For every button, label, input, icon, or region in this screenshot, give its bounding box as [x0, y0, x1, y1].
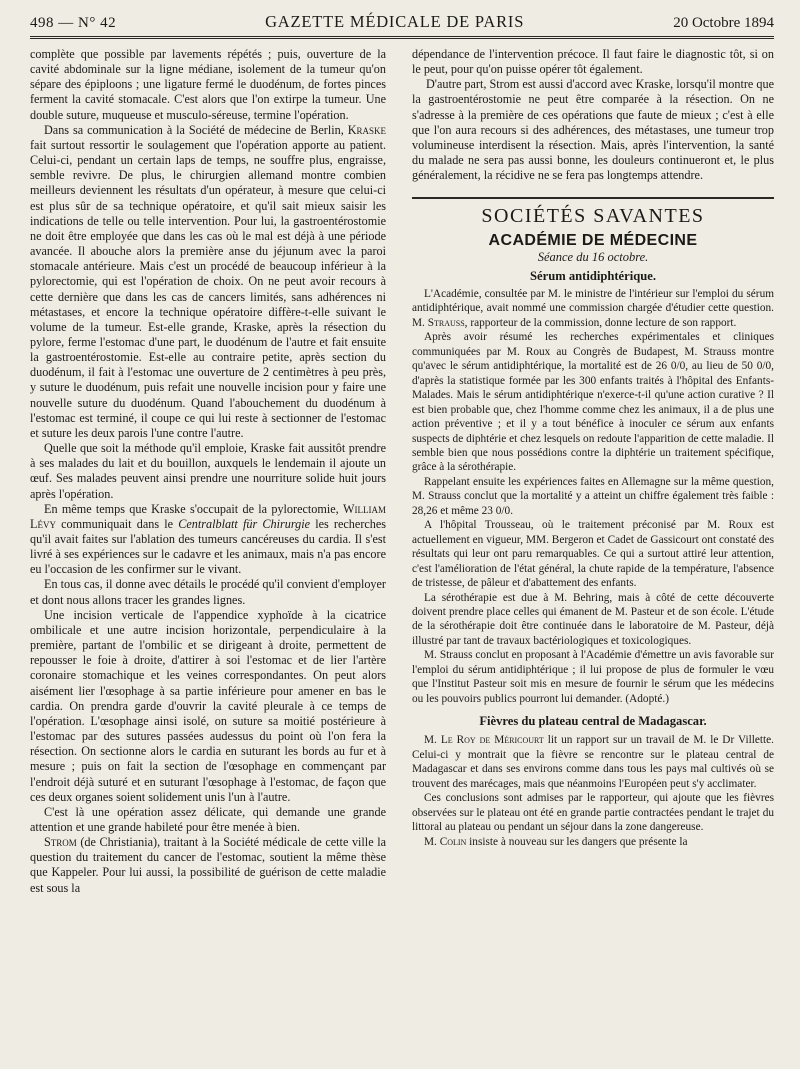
text-run: L'Académie, consultée par M. le ministre de l'intérieur sur l'emploi du sérum antidiphtérique, avait nommé une commission chargée d'étudier cette question. M.: [412, 288, 774, 329]
paragraph: [30, 502, 386, 578]
author-name: William Lévy: [30, 501, 386, 531]
paragraph: Après avoir résumé les recherches expérimentales et cliniques communiquées par M. Roux au Congrès de Budapest, M. Strauss montre qu'avec le sérum antidiphtérique, la mortalité est de 26 0/0, au lieu de 50 0/0, d'après la statistique formée par les 300 enfants traités à l'hôpital des Enfants-Malades. Mais le sérum antidiphtérique n'exerce-t-il qu'une action curative ? Il est bien probable que, chez l'homme comme chez les animaux, il a de plus une action préventive ; et il y a tout bénéfice à inoculer ce sérum aux enfants suspects de diphtérie et chez lesquels on redoute l'apparition de cette maladie. Il semble bien que nous possédions contre la diphtérie un traitement spécifique, grâce à la sérothérapie.: [412, 331, 774, 474]
paragraph: [30, 835, 386, 896]
paragraph: [412, 835, 774, 849]
author-name: Kraske: [347, 122, 386, 137]
paragraph: Une incision verticale de l'appendice xyphoïde à la cicatrice ombilicale et une autre incision horizontale, perpendiculaire à la première, partant de l'ombilic et se dirigeant à droite, permettent de repousser le foie à droite, d'attirer à soi l'estomac et de lier l'artère coronaire stomachique et les veines correspondantes. On peut alors aisément lier l'œsophage à sa partie inférieure pour amener en bas le cardia. On prendra garde d'ouvrir la cavité pleurale à ce temps de l'opération. L'œsophage ainsi isolé, on suture sa moitié postérieure à l'estomac par des sutures passées audessus du point où l'on fera la résection. On sectionne alors le cardia en suturant les bords au fur et à mesure ; puis on fait la section de l'œsophage en commençant par l'endroit déjà suturé et en suturant l'œsophage à l'estomac, de façon que ces deux organes soient solidement unis l'un à l'autre.: [30, 607, 386, 804]
paragraph: complète que possible par lavements répétés ; puis, ouverture de la cavité abdominale sur la ligne médiane, isolement de la tumeur qu'on sépare des épiploons ; une ligature fermé le duodénum, de fortes pinces ferment la cavité stomacale. C'est alors que l'on extirpe la tumeur. Une double suture, muqueuse et musculo-séreuse, termine l'opération.: [30, 47, 386, 122]
text-run: fait surtout ressortir le soulagement que l'opération apporte au patient. Celui-ci, pendant un certain laps de temps, ne souffre plus, engraisse, semble revivre. De plus, le chirurgien allemand montre combien meilleurs deviennent les résultats d'un opérateur, à mesure que celui-ci est plus sûr de sa technique opératoire, et qu'il sait mieux saisir les indications de telle ou telle intervention. Pour lui, la gastroentérostomie ne doit être employée que dans les cas où le mal est déjà à une période avancée. Il abouche alors la première anse du jéjunum avec la paroi stomacale antérieure. Mais c'est un procédé de beaucoup inférieur à la pylorectomie, qui est l'opération de choix. On ne peut avoir recours à cette dernière que dans les cas de cancers limités, sans adhérences ni métastases, et encore la technique opératoire diffère-t-elle suivant le volume de la tumeur. Est-elle grande, Kraske, après la résection du pylore, ferme l'estomac d'une part, le duodénum de l'autre et fait ensuite la gastroentérostomie. Est-elle au contraire petite, après section du duodénum, il fait à l'estomac une ouverture de 2 centimètres à peu près, y suture le duodénum, puis refait une nouvelle incision pour y faire une nouvelle suture du duodénum. Quand l'abouchement du duodénum à l'estomac est terminé, il coupe ce qui lui reste à sectionner de l'estomac et suture les deux parois l'une contre l'autre.: [30, 137, 386, 440]
left-column: [30, 47, 386, 896]
right-column: [412, 47, 774, 896]
text-run: les recherches qu'il avait faites sur l'ablation des tumeurs cancéreuses du cardia. Il s'est livré à ses expériences sur le cadavre et les animaux, mais n'a pas encore eu l'occasion de les confirmer sur le vivant.: [30, 516, 387, 577]
topic-heading: Fièvres du plateau central de Madagascar.: [479, 714, 707, 729]
paragraph: [412, 733, 774, 791]
author-name: Strauss: [427, 316, 465, 329]
session-date: Séance du 16 octobre.: [537, 249, 649, 264]
paragraph: D'autre part, Strom est aussi d'accord avec Kraske, lorsqu'il montre que la gastroentérostomie ne peut être comparée à la résection. On ne s'adresse à la première de ces opérations que faute de mieux ; c'est à elle que l'on aura recours si des adhérences, des métastases, une tumeur trop volumineuse interdisent la résection. Mais, après l'intervention, la santé du malade ne sera pas aussi bonne, les douleurs continueront et, le plus généralement, la récidive ne se fera pas longtemps attendre.: [412, 77, 774, 183]
author-name: Colin: [439, 835, 467, 848]
paragraph: A l'hôpital Trousseau, où le traitement préconisé par M. Roux est actuellement en vigueur, MM. Bergeron et Cadet de Gassicourt ont constaté des résultats qui leur ont paru remarquables. Ce qui a surtout attiré leur attention, c'est l'amélioration de l'état général, la chute rapide de la température, l'absence de tristesse, de pâleur et d'abattement des enfants.: [412, 519, 774, 590]
journal-title: GAZETTE MÉDICALE DE PARIS: [265, 12, 525, 31]
text-run: M.: [424, 734, 437, 747]
paragraph: Ces conclusions sont admises par le rapporteur, qui ajoute que les fièvres observées sur le plateau ont été en grande partie contractées pendant le trajet du littoral au plateau ou pendant un séjour dans la zone dangereuse.: [412, 792, 774, 834]
paragraph: Quelle que soit la méthode qu'il emploie, Kraske fait aussitôt prendre à ses malades du lait et du bouillon, auxquels le lendemain il ajoute un œuf. Ses malades peuvent ainsi prendre une nourriture solide huit jours après l'opération.: [30, 441, 386, 501]
text-run: En même temps que Kraske s'occupait de la pylorectomie,: [44, 501, 339, 516]
text-run: communiquait dans le: [61, 516, 174, 531]
author-name: Le Roy de Méricourt: [440, 734, 544, 747]
paragraph: En tous cas, il donne avec détails le procédé qu'il convient d'employer et dont nous allons tracer les grandes lignes.: [30, 577, 386, 607]
page-number: 498 — N° 42: [30, 15, 117, 31]
header-rule: [30, 36, 774, 42]
topic-heading: Sérum antidiphtérique.: [530, 268, 656, 283]
text-run: , rapporteur de la commission, donne lecture de son rapport.: [464, 316, 737, 329]
columns: [30, 47, 774, 896]
academy-title: ACADÉMIE DE MÉDECINE: [488, 231, 698, 249]
text-run: M.: [424, 835, 437, 848]
paragraph: [30, 123, 386, 441]
section-title: SOCIÉTÉS SAVANTES: [412, 197, 774, 224]
paragraph: M. Strauss conclut en proposant à l'Académie d'émettre un avis favorable sur l'emploi du sérum antidiphtérique ; il lui propose de plus de formuler le vœu que l'Institut Pasteur soit mis en mesure de fournir le sérum que les médecins ou les pouvoirs publics pourront lui demander. (Adopté.): [412, 649, 774, 705]
text-run: insiste à nouveau sur les dangers que présente la: [469, 835, 688, 848]
report-body: [412, 287, 774, 706]
paragraph: La sérothérapie est due à M. Behring, mais à côté de cette découverte doivent prendre place celles qui émanent de M. Pasteur et de son école. L'étude de la sérothérapie doit être continuée dans le laboratoire de M. Pasteur, déjà illustré par tant de travaux bactériologiques et toxicologiques.: [412, 591, 774, 647]
paragraph: [412, 287, 774, 330]
paragraph: C'est là une opération assez délicate, qui demande une grande attention et une grande habileté pour être menée à bien.: [30, 804, 386, 834]
report-body: [412, 733, 774, 849]
author-name: Strom: [44, 835, 77, 850]
text-run: Dans sa communication à la Société de médecine de Berlin,: [44, 122, 344, 137]
journal-reference: Centralblatt für Chirurgie: [178, 516, 311, 531]
paragraph: Rappelant ensuite les expériences faites en Allemagne sur la même question, M. Strauss conclut que la mortalité y a atteint un chiffre également très faible : 28,26 et même 23 0/0.: [412, 475, 774, 517]
text-run: (de Christiania), traitant à la Société médicale de cette ville la question du traitement du cancer de l'estomac, soutient la même thèse que Kappeler. Pour lui aussi, la possibilité de guérison de cette maladie est sous la: [30, 835, 386, 895]
paragraph: dépendance de l'intervention précoce. Il faut faire le diagnostic tôt, si on le peut, pour qu'on puisse opérer tôt également.: [412, 47, 774, 77]
page-header: [30, 12, 774, 34]
issue-date: 20 Octobre 1894: [673, 15, 774, 31]
text-run: lit un rapport sur un travail de M. le Dr Villette. Celui-ci y montrait que la fièvre se rencontre sur le plateau central de Madagascar et dans ses environs comme dans tous les pays mal cultivés où se trouvent des marécages, mais que néanmoins l'Européen peut s'y acclimater.: [412, 734, 774, 790]
